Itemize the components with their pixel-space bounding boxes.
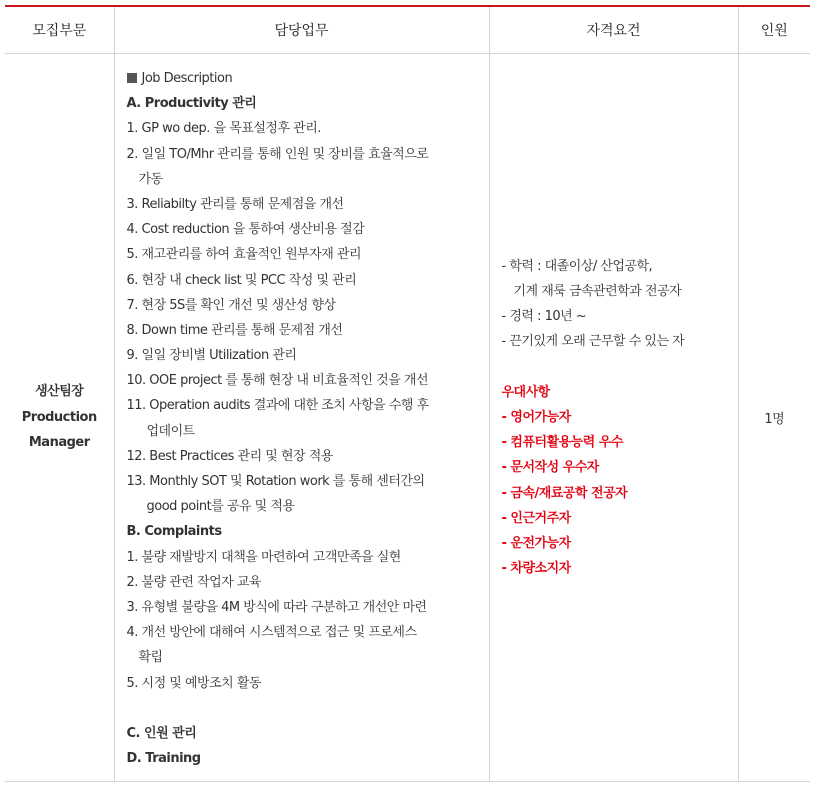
square-bullet-icon (127, 73, 137, 83)
section-a-title: A. Productivity 관리 (126, 96, 257, 112)
list-item: 9. 일일 장비별 Utilization 관리 (126, 348, 297, 364)
list-item: 7. 현장 5S를 확인 개선 및 생산성 향상 (126, 297, 336, 313)
requirement-line: 기계 재룩 금속관련학과 전공자 (513, 284, 682, 300)
header-row (5, 6, 810, 54)
section-c-title: C. 인원 관리 (126, 725, 197, 741)
list-item: 12. Best Practices 관리 및 현장 적용 (126, 448, 333, 464)
list-item: 3. 유형별 불량을 4M 방식에 따라 구분하고 개선안 마련 (126, 599, 427, 615)
table-row (5, 54, 810, 782)
list-item: 1. 불량 재발방지 대책을 마련하여 고객만족을 실현 (126, 549, 401, 565)
section-b-title: B. Complaints (126, 524, 222, 540)
recruit-table (5, 5, 810, 782)
headcount-cell: 1명 (738, 54, 810, 782)
list-item: 5. 시정 및 예방조치 활동 (126, 675, 261, 691)
preference-item: - 인근거주자 (501, 510, 571, 526)
header-dept: 모집부문 (5, 6, 114, 54)
header-requirements: 자격요건 (489, 6, 738, 54)
list-item: 13. Monthly SOT 및 Rotation work 를 통해 센터간의 (126, 474, 425, 489)
job-description-label: Job Description (127, 66, 479, 91)
dept-name-en-2: Manager (28, 435, 90, 451)
preference-item: - 컴퓨터활용능력 우수 (501, 435, 623, 451)
list-item: good point를 공유 및 적용 (146, 499, 295, 515)
list-item: 1. GP wo dep. 을 목표설정후 관리. (126, 121, 321, 137)
preference-item: - 차량소지자 (501, 561, 571, 577)
list-item: 2. 불량 관련 작업자 교육 (126, 574, 261, 590)
spacer (502, 355, 728, 380)
list-item: 11. Operation audits 결과에 대한 조치 사항을 수행 후 (126, 398, 429, 414)
requirement-line: - 학력 : 대졸이상/ 산업공학, (501, 258, 653, 274)
requirement-line: - 경력 : 10년 ~ (501, 309, 587, 325)
preference-title: 우대사항 (501, 384, 550, 400)
list-item: 업데이트 (146, 423, 195, 439)
list-item: 4. 개선 방안에 대해여 시스템적으로 접근 및 프로세스 (126, 625, 417, 641)
dept-name-ko: 생산팀장 (35, 384, 84, 400)
dept-cell (5, 54, 114, 782)
list-item: 10. OOE project 를 통해 현장 내 비효율적인 것을 개선 (126, 373, 429, 389)
list-item: 8. Down time 관리를 통해 문제점 개선 (126, 322, 343, 338)
requirement-line: - 끈기있게 오래 근무할 수 있는 자 (501, 334, 685, 350)
header-duty: 담당업무 (114, 6, 489, 54)
list-item: 4. Cost reduction 을 통하여 생산비용 절감 (126, 222, 365, 238)
list-item: 확립 (138, 650, 163, 666)
preference-item: - 영어가능자 (501, 410, 571, 426)
list-item: 6. 현장 내 check list 및 PCC 작성 및 관리 (126, 272, 357, 288)
list-item: 5. 재고관리를 하여 효율적인 원부자재 관리 (126, 247, 362, 263)
dept-name-en-1: Production (21, 409, 97, 425)
header-count: 인원 (738, 6, 810, 54)
requirements-cell (489, 54, 738, 782)
preference-item: - 금속/재료공학 전공자 (501, 485, 628, 501)
section-d-title: D. Training (126, 751, 201, 767)
list-item: 가동 (138, 171, 163, 187)
recruit-table-wrap (5, 5, 810, 782)
list-item: 3. Reliabilty 관리를 통해 문제점을 개선 (126, 196, 344, 212)
spacer (127, 696, 479, 721)
preference-item: - 운전가능자 (501, 535, 571, 551)
duty-cell (114, 54, 489, 782)
list-item: 2. 일일 TO/Mhr 관리를 통해 인원 및 장비를 효율적으로 (126, 146, 429, 162)
preference-item: - 문서작성 우수자 (501, 460, 599, 476)
